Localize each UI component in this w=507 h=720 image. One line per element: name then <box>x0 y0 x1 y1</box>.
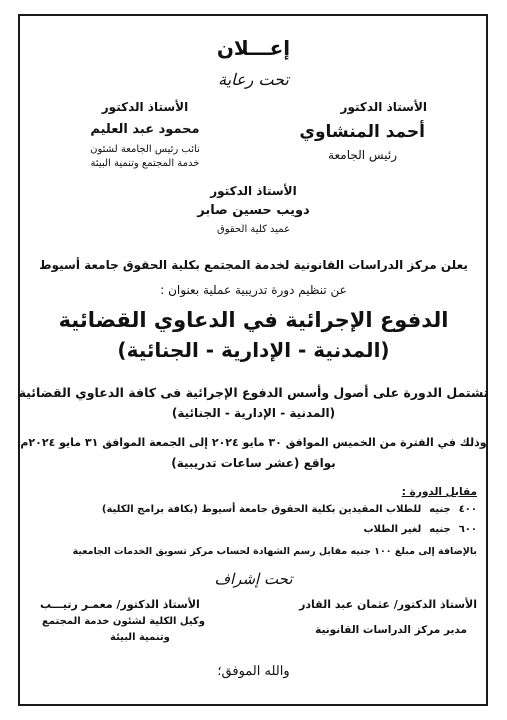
announcement-title: إعـــلان <box>216 36 291 60</box>
supervision-heading: تحت إشراف <box>214 570 293 588</box>
under-patronage-label: تحت رعاية <box>218 70 289 89</box>
patron-right-name: أحمد المنشاوي <box>299 122 425 142</box>
dates-line: وذلك في الفترة من الخميس الموافق ٣٠ مايو ٢٠٢٤ إلى الجمعة الموافق ٣١ مايو ٢٠٢٤م <box>20 436 487 449</box>
hours-line: بواقع (عشر ساعات تدريبية) <box>171 456 336 470</box>
patron-left-role-line2: خدمة المجتمع وتنمية البيئة <box>90 158 200 169</box>
patron-left-role-line1: نائب رئيس الجامعة لشئون <box>90 144 200 155</box>
fee-unit: جنيه <box>429 504 451 515</box>
content-line2: (المدنية - الإدارية - الجنائية) <box>171 406 336 420</box>
patron-center-rank: الأستاذ الدكتور <box>210 184 297 198</box>
supervisor-left-name: الأستاذ الدكتور/ معمـر رتيـــب <box>40 598 200 611</box>
fee-row <box>102 504 477 515</box>
announcement-line2: عن تنظيم دورة تدريبية عملية بعنوان : <box>160 283 347 297</box>
fee-amount: ٦٠٠ <box>458 524 477 535</box>
supervisor-left-role-line2: وتنمية البيئة <box>110 632 170 643</box>
course-title-line2: (المدنية - الإدارية - الجنائية) <box>117 338 390 362</box>
content-line1: تشتمل الدورة على أصول وأسس الدفوع الإجرائية فى كافة الدعاوي القضائية <box>18 385 489 400</box>
announcement-line1: يعلن مركز الدراسات القانونية لخدمة المجتمع بكلية الحقوق جامعة أسيوط <box>39 258 468 272</box>
fees-heading: مقابل الدورة : <box>401 486 477 498</box>
patron-left-name: محمود عبد العليم <box>90 122 200 137</box>
patron-right-rank: الأستاذ الدكتور <box>340 100 427 114</box>
fee-row <box>364 524 478 535</box>
patron-right-role: رئيس الجامعة <box>328 148 397 162</box>
patron-center-name: دويب حسين صابر <box>197 203 310 218</box>
closing-phrase: والله الموفق؛ <box>217 664 290 679</box>
supervisor-right-name: الأستاذ الدكتور/ عثمان عبد القادر <box>299 598 477 611</box>
patron-left-rank: الأستاذ الدكتور <box>101 100 189 114</box>
course-title-line1: الدفوع الإجرائية في الدعاوي القضائية <box>58 308 449 332</box>
fee-desc: لغير الطلاب <box>363 524 422 535</box>
fees-note: بالإضافة إلى مبلغ ١٠٠ جنيه مقابل رسم الشهادة لحساب مركز تسويق الخدمات الجامعية <box>72 546 477 557</box>
fee-unit: جنيه <box>429 524 451 535</box>
supervisor-right-role: مدير مركز الدراسات القانونية <box>315 624 467 636</box>
patron-center-role: عميد كلية الحقوق <box>216 224 291 235</box>
fee-desc: للطلاب المقيدين بكلية الحقوق جامعة أسيوط (بكافة برامج الكلية) <box>101 504 422 515</box>
supervisor-left-role-line1: وكيل الكلية لشئون خدمة المجتمع <box>42 616 205 627</box>
fee-amount: ٤٠٠ <box>458 504 477 515</box>
